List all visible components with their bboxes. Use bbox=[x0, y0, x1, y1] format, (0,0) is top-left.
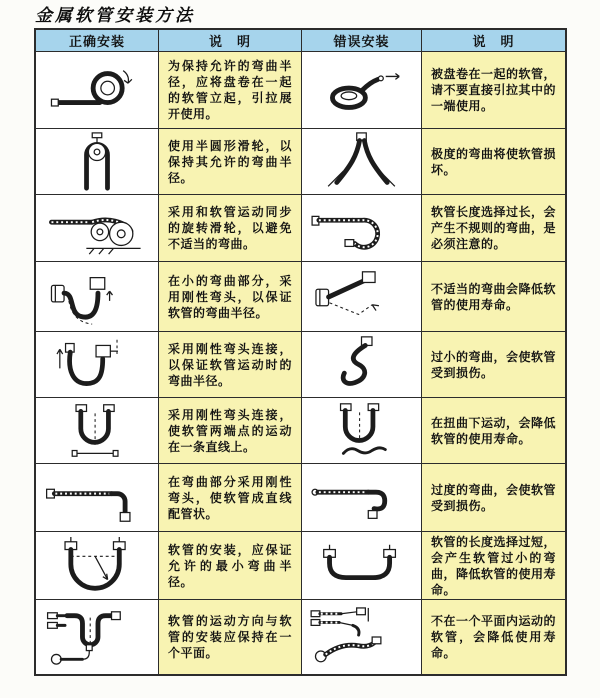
wrong-illustration-cell bbox=[302, 600, 422, 674]
minimum-bend-radius-u-icon bbox=[38, 535, 156, 597]
table-row bbox=[36, 532, 565, 600]
wrong-note: 在扭曲下运动，会降低软管的使用寿命。 bbox=[422, 398, 565, 464]
correct-note: 软管的安装，应保证允许的最小弯曲半径。 bbox=[159, 532, 302, 600]
twisted-u-hose-icon bbox=[304, 400, 419, 461]
wrong-illustration-cell bbox=[302, 398, 422, 464]
correct-illustration-cell bbox=[36, 129, 159, 195]
table-row bbox=[36, 195, 565, 262]
installation-table bbox=[34, 28, 567, 676]
wrong-illustration-cell bbox=[302, 129, 422, 195]
correct-illustration-cell bbox=[36, 398, 159, 464]
correct-note: 在弯曲部分采用刚性弯头，使软管成直线配管状。 bbox=[159, 464, 302, 532]
wrong-note: 软管长度选择过长，会产生不规则的弯曲，是必须注意的。 bbox=[422, 195, 565, 262]
s-shaped-overbend-icon bbox=[304, 334, 419, 395]
overlong-hose-loop-icon bbox=[304, 197, 419, 259]
table-row bbox=[36, 600, 565, 674]
wrong-note: 过小的弯曲，会使软管受到损伤。 bbox=[422, 332, 565, 398]
correct-illustration-cell bbox=[36, 195, 159, 262]
out-of-plane-hose-icon bbox=[304, 606, 419, 668]
correct-note: 软管的运动方向与软管的安装应保持在一个平面。 bbox=[159, 600, 302, 674]
wrong-illustration-cell bbox=[302, 195, 422, 262]
wrong-illustration-cell bbox=[302, 262, 422, 332]
correct-note: 采用刚性弯头连接，使软管两端点的运动在一条直线上。 bbox=[159, 398, 302, 464]
header-row bbox=[36, 30, 565, 52]
correct-note: 采用刚性弯头连接，以保证软管运动时的弯曲半径。 bbox=[159, 332, 302, 398]
improper-bend-icon bbox=[304, 266, 419, 328]
wrong-note: 极度的弯曲将使软管损坏。 bbox=[422, 129, 565, 195]
wrong-note: 被盘卷在一起的软管，请不要直接引拉其中的一端使用。 bbox=[422, 52, 565, 129]
standing-coil-hose-icon bbox=[38, 59, 156, 121]
column-header-wrong: 错误安装 bbox=[302, 30, 422, 52]
table-row bbox=[36, 398, 565, 464]
rigid-elbow-small-bend-icon bbox=[38, 266, 156, 328]
correct-note: 采用和软管运动同步的旋转滑轮，以避免不适当的弯曲。 bbox=[159, 195, 302, 262]
wrong-illustration-cell bbox=[302, 332, 422, 398]
wrong-illustration-cell bbox=[302, 52, 422, 129]
correct-illustration-cell bbox=[36, 52, 159, 129]
u-hose-endpoints-on-line-icon bbox=[38, 400, 156, 461]
column-header-correct: 正确安装 bbox=[36, 30, 159, 52]
correct-illustration-cell bbox=[36, 464, 159, 532]
wrong-illustration-cell bbox=[302, 464, 422, 532]
synchronized-pulleys-icon bbox=[38, 197, 156, 259]
correct-illustration-cell bbox=[36, 262, 159, 332]
wrong-note: 过度的弯曲，会使软管受到损伤。 bbox=[422, 464, 565, 532]
correct-illustration-cell bbox=[36, 532, 159, 600]
straight-piping-elbow-icon bbox=[38, 467, 156, 529]
wrong-note: 软管的长度选择过短，会产生软管过小的弯曲，降低软管的使用寿命。 bbox=[422, 532, 565, 600]
correct-note: 使用半圆形滑轮，以保持其允许的弯曲半径。 bbox=[159, 129, 302, 195]
extremely-bent-hose-icon bbox=[304, 131, 419, 192]
table-row bbox=[36, 262, 565, 332]
flat-coil-pulled-end-icon bbox=[304, 59, 419, 121]
one-plane-trap-hose-icon bbox=[38, 606, 156, 668]
too-short-flat-u-icon bbox=[304, 535, 419, 597]
correct-illustration-cell bbox=[36, 600, 159, 674]
table-row bbox=[36, 52, 565, 129]
column-header-correct-note: 说 明 bbox=[159, 30, 302, 52]
rigid-elbow-connection-icon bbox=[38, 334, 156, 395]
table-row bbox=[36, 332, 565, 398]
hose-over-pulley-icon bbox=[38, 131, 156, 192]
column-header-wrong-note: 说 明 bbox=[422, 30, 565, 52]
table-row bbox=[36, 464, 565, 532]
overbent-pipe-end-icon bbox=[304, 467, 419, 529]
correct-illustration-cell bbox=[36, 332, 159, 398]
correct-note: 在小的弯曲部分，采用刚性弯头，以保证软管的弯曲半径。 bbox=[159, 262, 302, 332]
wrong-note: 不适当的弯曲会降低软管的使用寿命。 bbox=[422, 262, 565, 332]
correct-note: 为保持允许的弯曲半径，应将盘卷在一起的软管立起，引拉展开使用。 bbox=[159, 52, 302, 129]
page-title: 金属软管安装方法 bbox=[35, 6, 195, 26]
wrong-illustration-cell bbox=[302, 532, 422, 600]
table-row bbox=[36, 129, 565, 195]
wrong-note: 不在一个平面内运动的软管，会降低使用寿命。 bbox=[422, 600, 565, 674]
